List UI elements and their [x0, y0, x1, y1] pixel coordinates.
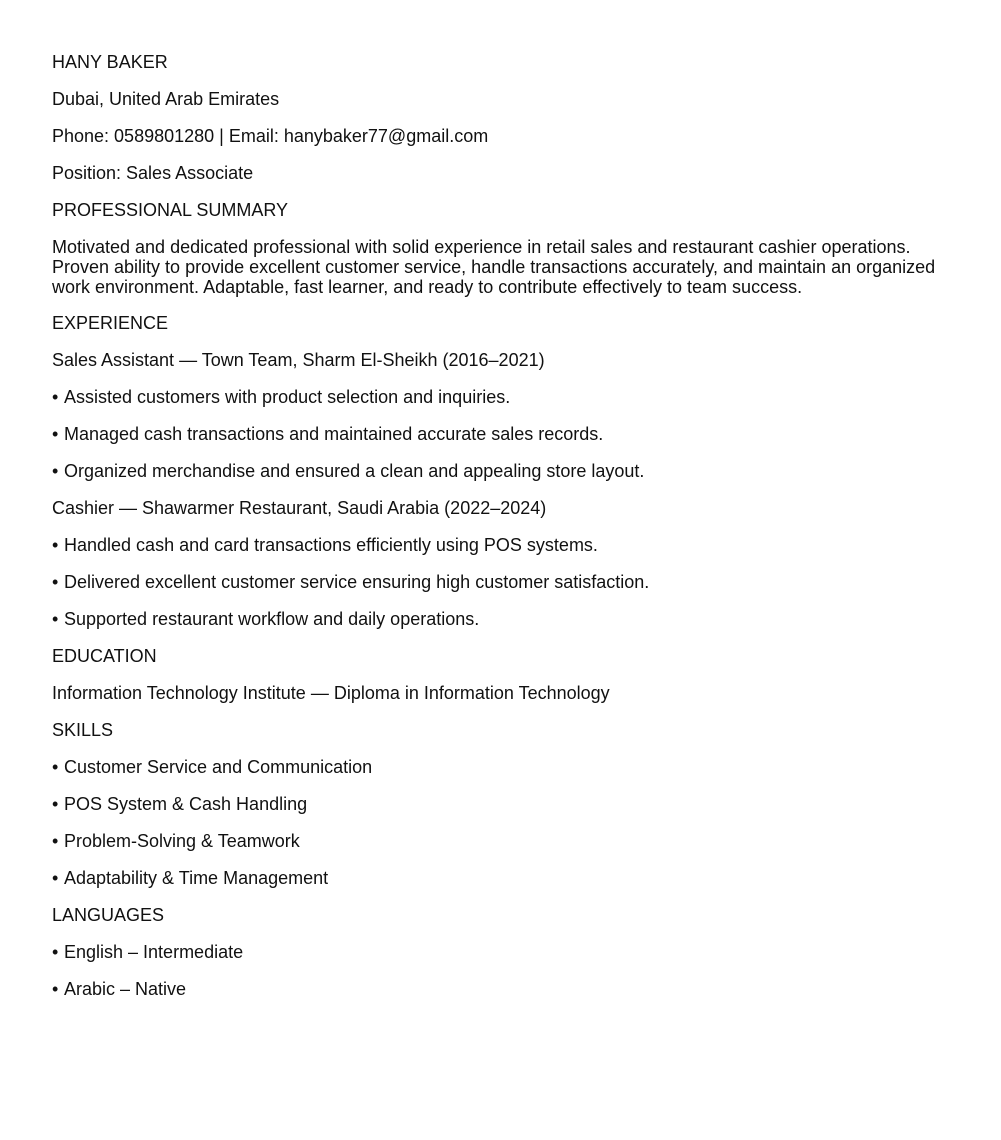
bullet-icon: •	[52, 868, 59, 888]
resume-document	[52, 52, 952, 1016]
job-title: Cashier — Shawarmer Restaurant, Saudi Arabia (2022–2024)	[52, 498, 547, 518]
languages-list	[52, 942, 952, 1000]
skills-heading: SKILLS	[52, 720, 114, 740]
bullet-icon: •	[52, 979, 59, 999]
candidate-contact: Phone: 0589801280 | Email: hanybaker77@gmail.com	[52, 126, 489, 146]
bullet-item: • Handled cash and card transactions efficiently using POS systems.	[52, 535, 598, 555]
bullet-icon: •	[52, 461, 59, 481]
bullet-item: • Delivered excellent customer service ensuring high customer satisfaction.	[52, 572, 650, 592]
candidate-position: Position: Sales Associate	[52, 163, 254, 183]
language-item: • Arabic – Native	[52, 979, 187, 999]
summary-text: Motivated and dedicated professional with solid experience in retail sales and restaurant cashier operations. Proven ability to provide excellent customer service, handle transactions accurately, and maintain an organized work environment. Adaptable, fast learner, and ready to contribute effectively to team success.	[52, 237, 936, 297]
bullet-icon: •	[52, 535, 59, 555]
experience-heading: EXPERIENCE	[52, 313, 169, 333]
bullet-icon: •	[52, 609, 59, 629]
bullet-icon: •	[52, 387, 59, 407]
bullet-item: • Supported restaurant workflow and daily operations.	[52, 609, 480, 629]
candidate-location: Dubai, United Arab Emirates	[52, 89, 280, 109]
summary-heading: PROFESSIONAL SUMMARY	[52, 200, 289, 220]
bullet-icon: •	[52, 424, 59, 444]
bullet-icon: •	[52, 757, 59, 777]
bullet-item: • Assisted customers with product selection and inquiries.	[52, 387, 511, 407]
candidate-name: HANY BAKER	[52, 52, 168, 72]
job-title: Sales Assistant — Town Team, Sharm El-Sheikh (2016–2021)	[52, 350, 545, 370]
bullet-item: • Organized merchandise and ensured a clean and appealing store layout.	[52, 461, 645, 481]
skills-list	[52, 757, 952, 889]
bullet-icon: •	[52, 794, 59, 814]
skill-item: • POS System & Cash Handling	[52, 794, 308, 814]
skill-item: • Problem-Solving & Teamwork	[52, 831, 300, 851]
job-bullets	[52, 535, 952, 630]
education-entry: Information Technology Institute — Diploma in Information Technology	[52, 683, 610, 703]
language-item: • English – Intermediate	[52, 942, 244, 962]
skill-item: • Customer Service and Communication	[52, 757, 373, 777]
bullet-icon: •	[52, 942, 59, 962]
languages-heading: LANGUAGES	[52, 905, 165, 925]
skill-item: • Adaptability & Time Management	[52, 868, 329, 888]
job-bullets	[52, 387, 952, 482]
bullet-icon: •	[52, 572, 59, 592]
bullet-item: • Managed cash transactions and maintained accurate sales records.	[52, 424, 604, 444]
education-heading: EDUCATION	[52, 646, 157, 666]
bullet-icon: •	[52, 831, 59, 851]
